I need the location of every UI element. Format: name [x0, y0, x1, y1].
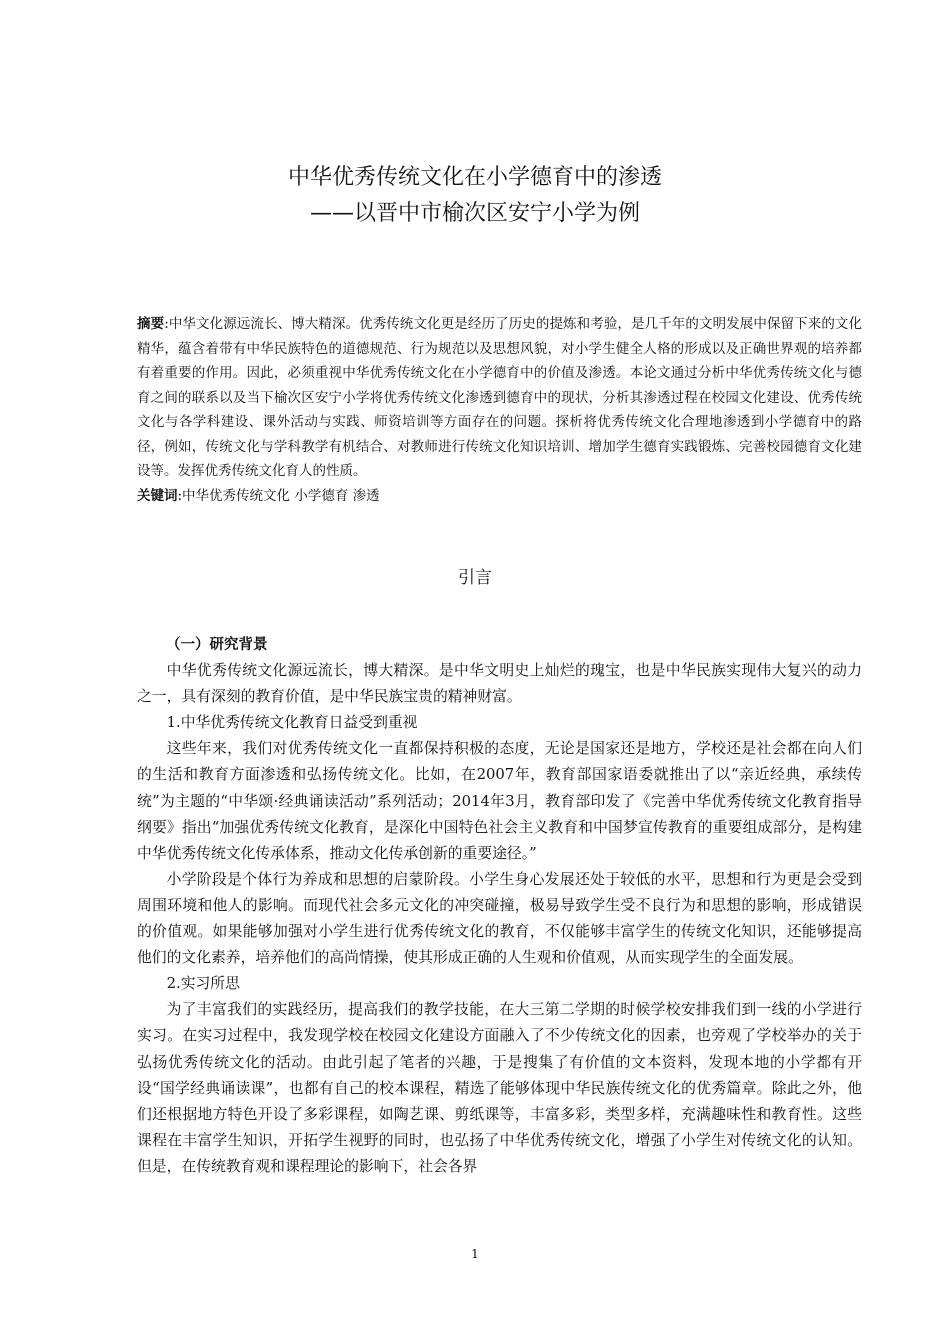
keywords-text: :中华优秀传统文化 小学德育 渗透: [177, 487, 380, 504]
page-title: 中华优秀传统文化在小学德育中的渗透: [287, 165, 662, 190]
abstract-paragraph: [137, 312, 862, 484]
body-paragraph: 小学阶段是个体行为养成和思想的启蒙阶段。小学生身心发展还处于较低的水平，思想和行为更是会受到周围环境和他人的影响。而现代社会多元文化的冲突碰撞，极易导致学生受不良行为和思想的影响，形成错误的价值观。如果能够加强对小学生进行优秀传统文化的教育，不仅能够丰富学生的传统文化知识，还能够提高他们的文化素养，培养他们的高尚情操，使其形成正确的人生观和价值观，从而实现学生的全面发展。: [137, 870, 862, 967]
keywords-paragraph: [137, 484, 862, 509]
abstract-block: [137, 312, 862, 508]
page-subtitle: ——以晋中市榆次区安宁小学为例: [309, 201, 640, 226]
keywords-label: 关键词: [137, 487, 178, 504]
abstract-text: :中华文化源远流长、博大精深。优秀传统文化更是经历了历史的提炼和考验，是几千年的文明发展中保留下来的文化精华，蕴含着带有中华民族特色的道德规范、行为规范以及思想风貌，对小学生健全人格的形成以及正确世界观的培养都有着重要的作用。因此，必须重视中华优秀传统文化在小学德育中的价值及渗透。本论文通过分析中华优秀传统文化与德育之间的联系以及当下榆次区安宁小学将优秀传统文化渗透到德育中的现状，分析其渗透过程在校园文化建设、优秀传统文化与各学科建设、课外活动与实践、师资培训等方面存在的问题。探析将优秀传统文化合理地渗透到小学德育中的路径，例如，传统文化与学科教学有机结合、对教师进行传统文化知识培训、增加学生德育实践锻炼、完善校园德育文化建设等。发挥优秀传统文化育人的性质。: [137, 316, 863, 479]
list-item-heading: 2.实习所思: [166, 975, 240, 993]
section-title-introduction: 引言: [458, 568, 492, 588]
list-item-heading: 1.中华优秀传统文化教育日益受到重视: [166, 714, 418, 732]
body-paragraph: 为了丰富我们的实践经历，提高我们的教学技能，在大三第二学期的时候学校安排我们到一线的小学进行实习。在实习过程中，我发现学校在校园文化建设方面融入了不少传统文化的因素，也旁观了学校举办的关于弘扬优秀传统文化的活动。由此引起了笔者的兴趣，于是搜集了有价值的文本资料，发现本地的小学都有开设“国学经典诵读课”，也都有自己的校本课程，精选了能够体现中华民族传统文化的优秀篇章。除此之外，他们还根据地方特色开设了多彩课程，如陶艺课、剪纸课等，丰富多彩，类型多样，充满趣味性和教育性。这些课程在丰富学生知识，开拓学生视野的同时，也弘扬了中华优秀传统文化，增强了小学生对传统文化的认知。但是，在传统教育观和课程理论的影响下，社会各界: [137, 1001, 862, 1175]
title-block: [0, 160, 950, 232]
body-paragraph: 这些年来，我们对优秀传统文化一直都保持积极的态度，无论是国家还是地方，学校还是社会都在向人们的生活和教育方面渗透和弘扬传统文化。比如，在2007年，教育部国家语委就推出了以“亲近经典，承续传统”为主题的“中华颂·经典诵读活动”系列活动；2014年3月，教育部印发了《完善中华优秀传统文化教育指导纲要》指出“加强优秀传统文化教育，是深化中国特色社会主义教育和中国梦宣传教育的重要组成部分，是构建中华优秀传统文化传承体系，推动文化传承创新的重要途径。”: [137, 740, 862, 862]
page-number: 1: [471, 1247, 479, 1261]
abstract-label: 摘要: [137, 316, 165, 332]
subheading-research-background: （一）研究背景: [166, 637, 268, 653]
body-text: [137, 632, 862, 1180]
body-paragraph: 中华优秀传统文化源远流长，博大精深。是中华文明史上灿烂的瑰宝，也是中华民族实现伟大复兴的动力之一，具有深刻的教育价值，是中华民族宝贵的精神财富。: [137, 662, 862, 706]
